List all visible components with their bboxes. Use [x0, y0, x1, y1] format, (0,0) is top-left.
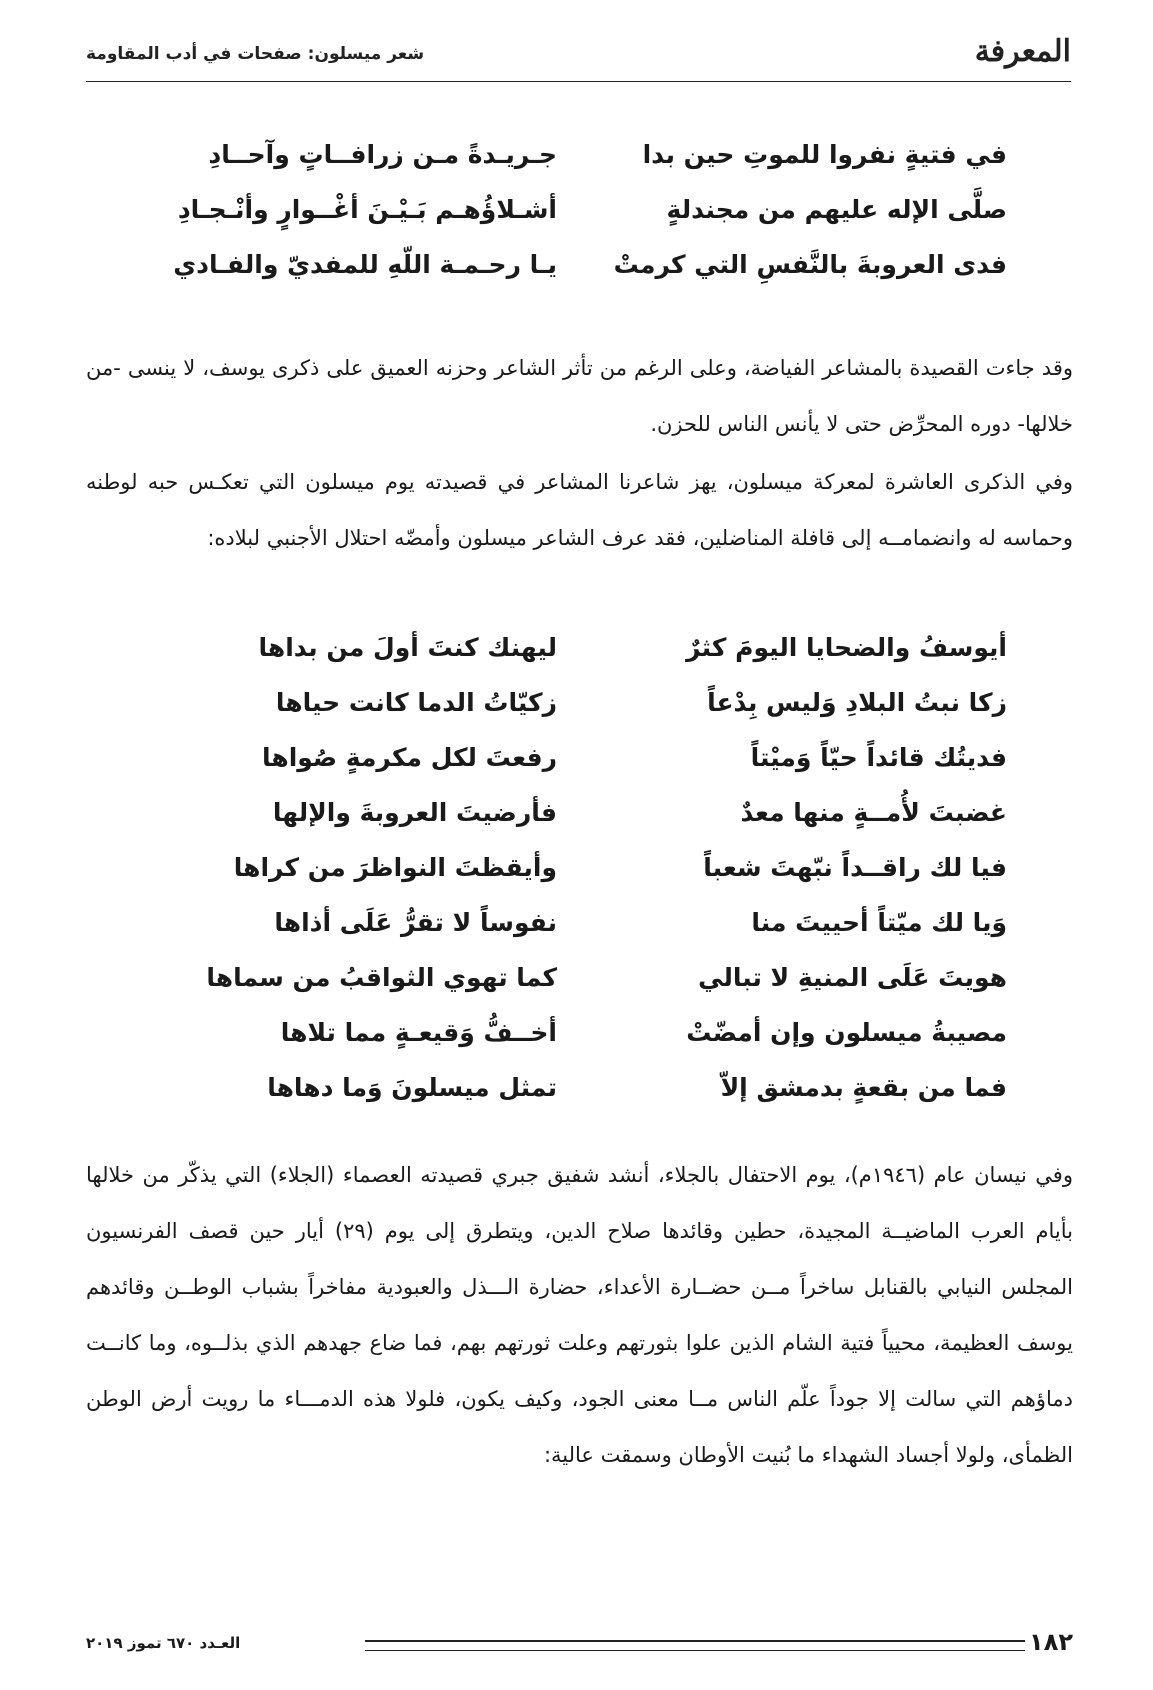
verse-second-hemistich: وأيقظتَ النواظرَ من كراها [233, 853, 557, 882]
verse-second-hemistich: كما تهوي الثواقبُ من سماها [206, 963, 557, 992]
verse-row [150, 688, 1007, 743]
poem-block-2 [150, 633, 1007, 1128]
verse-second-hemistich: رفعتَ لكل مكرمةٍ صُواها [261, 743, 557, 772]
verse-first-hemistich: فدى العروبةَ بالنَّفسِ التي كرمتْ [613, 250, 1007, 279]
verse-row [150, 853, 1007, 908]
verse-row [150, 798, 1007, 853]
header-rule [86, 81, 1071, 82]
verse-second-hemistich: نفوساً لا تقرُّ عَلَى أذاها [274, 908, 557, 937]
verse-row [150, 1073, 1007, 1128]
verse-row [150, 140, 1007, 195]
poem-block-1 [150, 140, 1007, 305]
body-paragraph-3: وفي نيسان عام (١٩٤٦م)، يوم الاحتفال بالجلاء، أنشد شفيق جبري قصيدته العصماء (الجلاء) التي يذكّر من خلالها بأيام العرب الماضيــة المجيدة، حطين وقائدها صلاح الدين، ويتطرق إلى يوم (٢٩) أيار حين قصف الفرنسيون المجلس النيابي بالقنابل ساخراً مــن حضــارة الأعداء، حضارة الـــذل والعبودية مفاخراً بشباب الوطــن وقائدهم يوسف العظيمة، محيياً فتية الشام الذين علوا بثورتهم وعلت ثورتهم بهم، فما ضاع جهدهم الذي بذلــوه، وما كانــت دماؤهم التي سالت إلا جوداً علّم الناس مــا معنى الجود، وكيف يكون، فلولا هذه الدمـــاء ما رويت أرض الوطن الظمأى، ولولا أجساد الشهداء ما بُنيت الأوطان وسمقت عالية: [86, 1163, 1073, 1467]
verse-second-hemistich: يـا رحـمـة اللّهِ للمفديّ والفـادي [173, 250, 557, 279]
verse-second-hemistich: زكيّاتُ الدما كانت حياها [275, 688, 557, 717]
verse-row [150, 195, 1007, 250]
verse-first-hemistich: وَيا لك ميّتاً أحييتَ منا [751, 908, 1007, 937]
verse-row [150, 633, 1007, 688]
footer-double-rule [365, 1640, 1025, 1651]
verse-first-hemistich: مصيبةُ ميسلون وإن أمضّتْ [686, 1018, 1007, 1047]
verse-row [150, 963, 1007, 1018]
verse-first-hemistich: صلَّى الإله عليهم من مجندلةٍ [666, 195, 1007, 224]
verse-first-hemistich: في فتيةٍ نفروا للموتِ حين بدا [642, 140, 1007, 169]
verse-row [150, 250, 1007, 305]
verse-row [150, 743, 1007, 798]
page-header [86, 32, 1071, 82]
verse-first-hemistich: أيوسفُ والضحايا اليومَ كثرٌ [686, 633, 1007, 662]
verse-first-hemistich: زكا نبتُ البلادِ وَليس بِدْعاً [707, 688, 1007, 717]
verse-second-hemistich: فأرضيتَ العروبةَ والإلها [272, 798, 557, 827]
verse-row [150, 908, 1007, 963]
verse-second-hemistich: ليهنك كنتَ أولَ من بداها [258, 633, 557, 662]
page-number: ١٨٢ [1029, 1628, 1073, 1656]
article-running-title: شعر ميسلون: صفحات في أدب المقاومة [86, 44, 425, 64]
body-paragraph-1: وقد جاءت القصيدة بالمشاعر الفياضة، وعلى الرغم من تأثر الشاعر وحزنه العميق على ذكرى يوسف، لا ينسى -من خلالها- دوره المحرِّض حتى لا يأنس الناس للحزن. [86, 356, 1073, 436]
verse-first-hemistich: هويتَ عَلَى المنيةِ لا تبالي [698, 963, 1007, 992]
verse-row [150, 1018, 1007, 1073]
body-paragraph-2: وفي الذكرى العاشرة لمعركة ميسلون، يهز شاعرنا المشاعر في قصيدته يوم ميسلون التي تعكـس حبه لوطنه وحماسه له وانضمامــه إلى قافلة المناضلين، فقد عرف الشاعر ميسلون وأمضّه احتلال الأجنبي لبلاده: [86, 470, 1073, 550]
verse-second-hemistich: أشـلاؤُهـم بَـيْـنَ أغْــوارٍ وأنْـجـادِ [177, 195, 557, 224]
verse-first-hemistich: فيا لك راقــداً نبّهتَ شعباً [703, 853, 1007, 882]
verse-first-hemistich: فما من بقعةٍ بدمشق إلاّ [720, 1073, 1007, 1102]
verse-first-hemistich: فديتُك قائداً حيّاً وَميْتاً [750, 743, 1007, 772]
issue-label: العـدد ٦٧٠ تموز ٢٠١٩ [86, 1634, 241, 1652]
verse-second-hemistich: تمثل ميسلونَ وَما دهاها [267, 1073, 557, 1102]
journal-logo: المعرفة [974, 34, 1071, 69]
verse-first-hemistich: غضبتَ لأُمــةٍ منها معدٌ [740, 798, 1007, 827]
verse-second-hemistich: أخــفُّ وَقيعـةٍ مما تلاها [280, 1018, 557, 1047]
verse-second-hemistich: جـريـدةً مـن زرافــاتٍ وآحــادِ [208, 140, 557, 169]
